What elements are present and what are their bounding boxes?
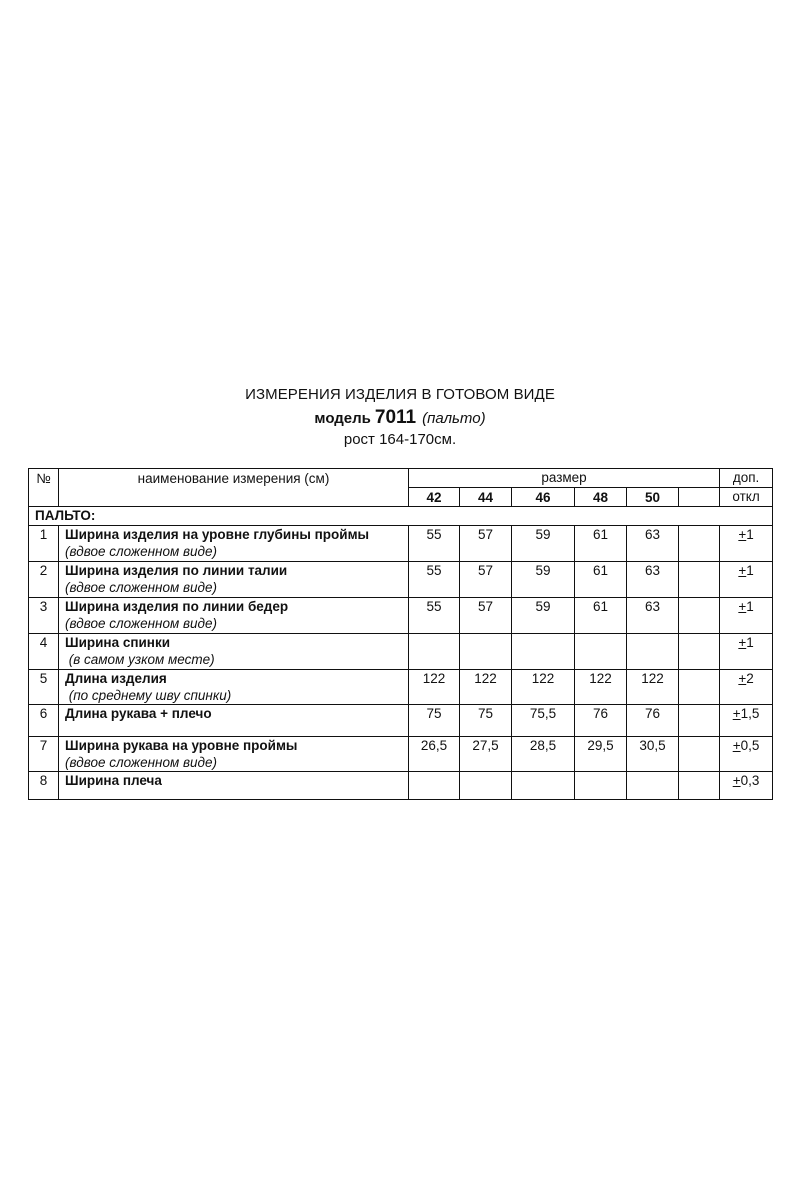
size-value: 75	[460, 705, 512, 737]
size-value: 122	[627, 670, 679, 705]
size-value: 76	[627, 705, 679, 737]
measurement-name	[59, 670, 409, 705]
size-header: 48	[575, 488, 627, 507]
size-header: 42	[409, 488, 460, 507]
measurement-name	[59, 526, 409, 562]
size-value: 59	[512, 526, 575, 562]
plus-minus-sign: +	[738, 671, 747, 686]
tolerance	[720, 737, 773, 772]
document-title: ИЗМЕРЕНИЯ ИЗДЕЛИЯ В ГОТОВОМ ВИДЕ	[245, 386, 555, 403]
size-value	[575, 772, 627, 800]
size-value: 59	[512, 562, 575, 598]
measurement-title: Ширина изделия по линии бедер	[65, 599, 289, 614]
plus-minus-sign: +	[738, 635, 747, 650]
size-value	[409, 772, 460, 800]
size-value-empty	[679, 737, 720, 772]
model-label: модель	[314, 410, 371, 427]
size-value: 63	[627, 598, 679, 634]
size-value: 57	[460, 598, 512, 634]
tolerance-value: 1	[746, 599, 754, 614]
size-value: 122	[409, 670, 460, 705]
size-value: 27,5	[460, 737, 512, 772]
section-row	[29, 507, 773, 526]
size-header: 46	[512, 488, 575, 507]
model-number: 7011	[374, 407, 417, 428]
size-value: 61	[575, 598, 627, 634]
table-row	[29, 737, 773, 772]
col-header-name: наименование измерения (см)	[59, 469, 409, 507]
size-value: 29,5	[575, 737, 627, 772]
tolerance	[720, 598, 773, 634]
row-number: 2	[29, 562, 59, 598]
model-line	[0, 408, 800, 429]
section-title: ПАЛЬТО:	[29, 507, 773, 526]
size-header: 50	[627, 488, 679, 507]
size-value: 26,5	[409, 737, 460, 772]
plus-minus-sign: +	[738, 599, 747, 614]
size-value	[460, 772, 512, 800]
size-value	[627, 634, 679, 670]
size-value	[512, 772, 575, 800]
tolerance-value: 1	[746, 563, 754, 578]
row-number: 6	[29, 705, 59, 737]
size-header: 44	[460, 488, 512, 507]
measurement-name	[59, 705, 409, 737]
size-value: 75,5	[512, 705, 575, 737]
size-value: 59	[512, 598, 575, 634]
measurement-title: Длина рукава + плечо	[65, 706, 212, 721]
size-value	[512, 634, 575, 670]
size-value: 30,5	[627, 737, 679, 772]
table-row	[29, 670, 773, 705]
size-value-empty	[679, 526, 720, 562]
row-number: 5	[29, 670, 59, 705]
size-value-empty	[679, 670, 720, 705]
tolerance-value: 1	[746, 527, 754, 542]
tolerance-value: 0,3	[740, 773, 760, 788]
col-header-tol-2: откл	[720, 488, 773, 507]
measurement-name	[59, 772, 409, 800]
size-value	[460, 634, 512, 670]
row-number: 7	[29, 737, 59, 772]
measurement-note: (вдвое сложенном виде)	[65, 616, 217, 631]
measurement-note: (вдвое сложенном виде)	[65, 580, 217, 595]
header-row-1	[29, 469, 773, 488]
table-row	[29, 562, 773, 598]
tolerance	[720, 562, 773, 598]
row-number: 8	[29, 772, 59, 800]
size-value: 28,5	[512, 737, 575, 772]
height-range: рост 164-170см.	[343, 431, 457, 448]
table-row	[29, 772, 773, 800]
measurement-title: Длина изделия	[65, 671, 167, 686]
row-number: 1	[29, 526, 59, 562]
table-row	[29, 598, 773, 634]
table-row	[29, 526, 773, 562]
col-header-num: №	[29, 469, 59, 507]
col-header-tol-1: доп.	[720, 469, 773, 488]
measurement-title: Ширина изделия по линии талии	[65, 563, 288, 578]
tolerance-value: 1,5	[740, 706, 760, 721]
size-value-empty	[679, 598, 720, 634]
measurement-name	[59, 634, 409, 670]
size-value	[627, 772, 679, 800]
measurement-note: (вдвое сложенном виде)	[65, 755, 217, 770]
measurement-name	[59, 598, 409, 634]
measurement-note: (вдвое сложенном виде)	[65, 544, 217, 559]
plus-minus-sign: +	[732, 706, 741, 721]
tolerance	[720, 634, 773, 670]
plus-minus-sign: +	[732, 773, 741, 788]
size-header-empty	[679, 488, 720, 507]
model-type: (пальто)	[422, 410, 486, 427]
measurement-title: Ширина спинки	[65, 635, 170, 650]
size-value: 55	[409, 598, 460, 634]
plus-minus-sign: +	[732, 738, 741, 753]
size-value: 61	[575, 526, 627, 562]
tolerance-value: 1	[746, 635, 754, 650]
tolerance	[720, 526, 773, 562]
table-row	[29, 634, 773, 670]
document-header	[0, 386, 800, 449]
measurement-title: Ширина изделия на уровне глубины проймы	[65, 527, 370, 542]
size-value: 57	[460, 526, 512, 562]
measurement-name	[59, 737, 409, 772]
measurement-name	[59, 562, 409, 598]
size-value: 122	[575, 670, 627, 705]
measurement-note: (в самом узком месте)	[65, 652, 215, 667]
size-value: 57	[460, 562, 512, 598]
row-number: 4	[29, 634, 59, 670]
measurement-title: Ширина рукава на уровне проймы	[65, 738, 298, 753]
tolerance	[720, 705, 773, 737]
size-value: 76	[575, 705, 627, 737]
size-value-empty	[679, 562, 720, 598]
row-number: 3	[29, 598, 59, 634]
size-value	[575, 634, 627, 670]
plus-minus-sign: +	[738, 527, 747, 542]
size-value: 63	[627, 526, 679, 562]
size-value	[409, 634, 460, 670]
size-value: 75	[409, 705, 460, 737]
size-value: 55	[409, 562, 460, 598]
size-value-empty	[679, 705, 720, 737]
measurements-table	[28, 468, 773, 800]
size-value-empty	[679, 634, 720, 670]
size-value: 63	[627, 562, 679, 598]
size-value: 122	[460, 670, 512, 705]
tolerance	[720, 772, 773, 800]
table-row	[29, 705, 773, 737]
tolerance-value: 0,5	[740, 738, 760, 753]
plus-minus-sign: +	[738, 563, 747, 578]
size-value: 61	[575, 562, 627, 598]
size-value-empty	[679, 772, 720, 800]
size-value: 122	[512, 670, 575, 705]
measurement-note: (по среднему шву спинки)	[65, 688, 232, 703]
tolerance-value: 2	[746, 671, 754, 686]
tolerance	[720, 670, 773, 705]
size-value: 55	[409, 526, 460, 562]
measurement-title: Ширина плеча	[65, 773, 162, 788]
col-header-size: размер	[409, 469, 720, 488]
